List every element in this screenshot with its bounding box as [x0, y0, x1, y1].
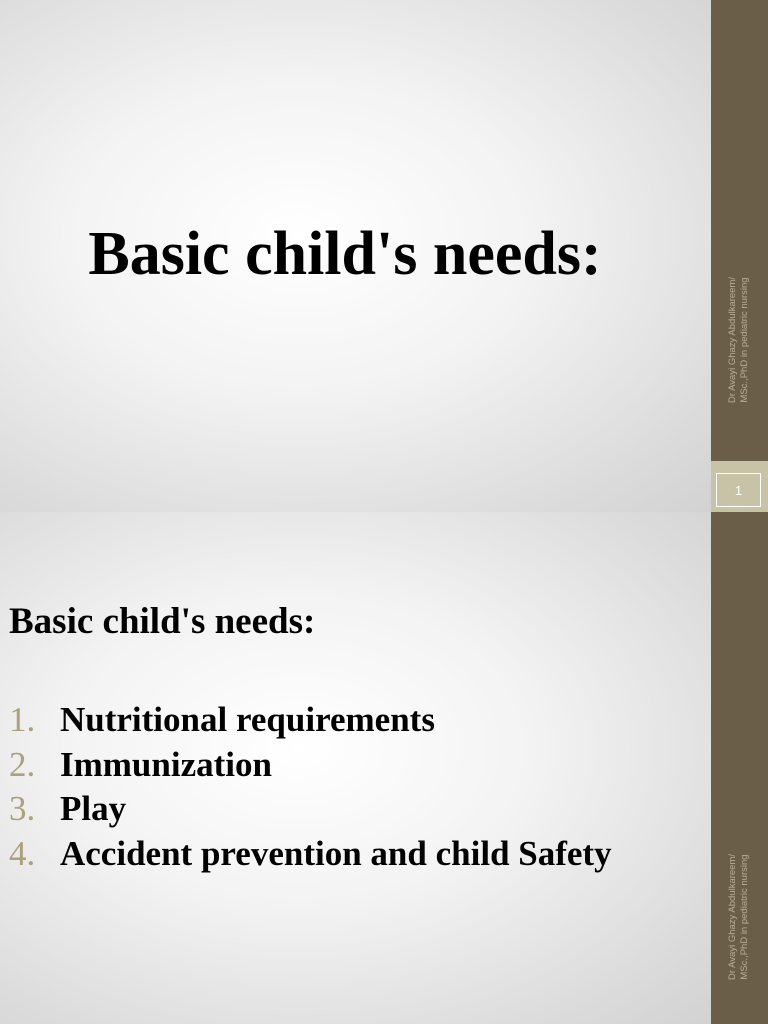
list-item-text: Immunization: [60, 744, 272, 784]
slide-2: [0, 512, 768, 1024]
list-item: [9, 787, 612, 832]
needs-list: [9, 698, 612, 876]
slide-heading: Basic child's needs:: [9, 601, 316, 642]
author-line-2: MSc.,PhD in pediatric nursing: [739, 277, 750, 403]
author-line-1: Dr Avayi Ghazy Abdulkareem/: [727, 853, 738, 981]
slide-1-sidebar: [711, 0, 768, 512]
author-line-1: Dr Avayi Ghazy Abdulkareem/: [727, 276, 738, 404]
list-item-number: 4.: [9, 833, 36, 873]
list-item: [9, 698, 612, 743]
page-number: 1: [716, 473, 761, 507]
list-item-text: Accident prevention and child Safety: [60, 833, 612, 873]
list-item-text: Nutritional requirements: [60, 700, 435, 740]
list-item-text: Play: [60, 789, 127, 829]
list-item: [9, 743, 612, 788]
list-item-number: 1.: [9, 700, 36, 740]
list-item-number: 3.: [9, 789, 36, 829]
author-line-2: MSc.,PhD in pediatric nursing: [739, 854, 750, 980]
list-item: [9, 832, 612, 877]
slide-title: Basic child's needs:: [88, 220, 602, 288]
list-item-number: 2.: [9, 744, 36, 784]
